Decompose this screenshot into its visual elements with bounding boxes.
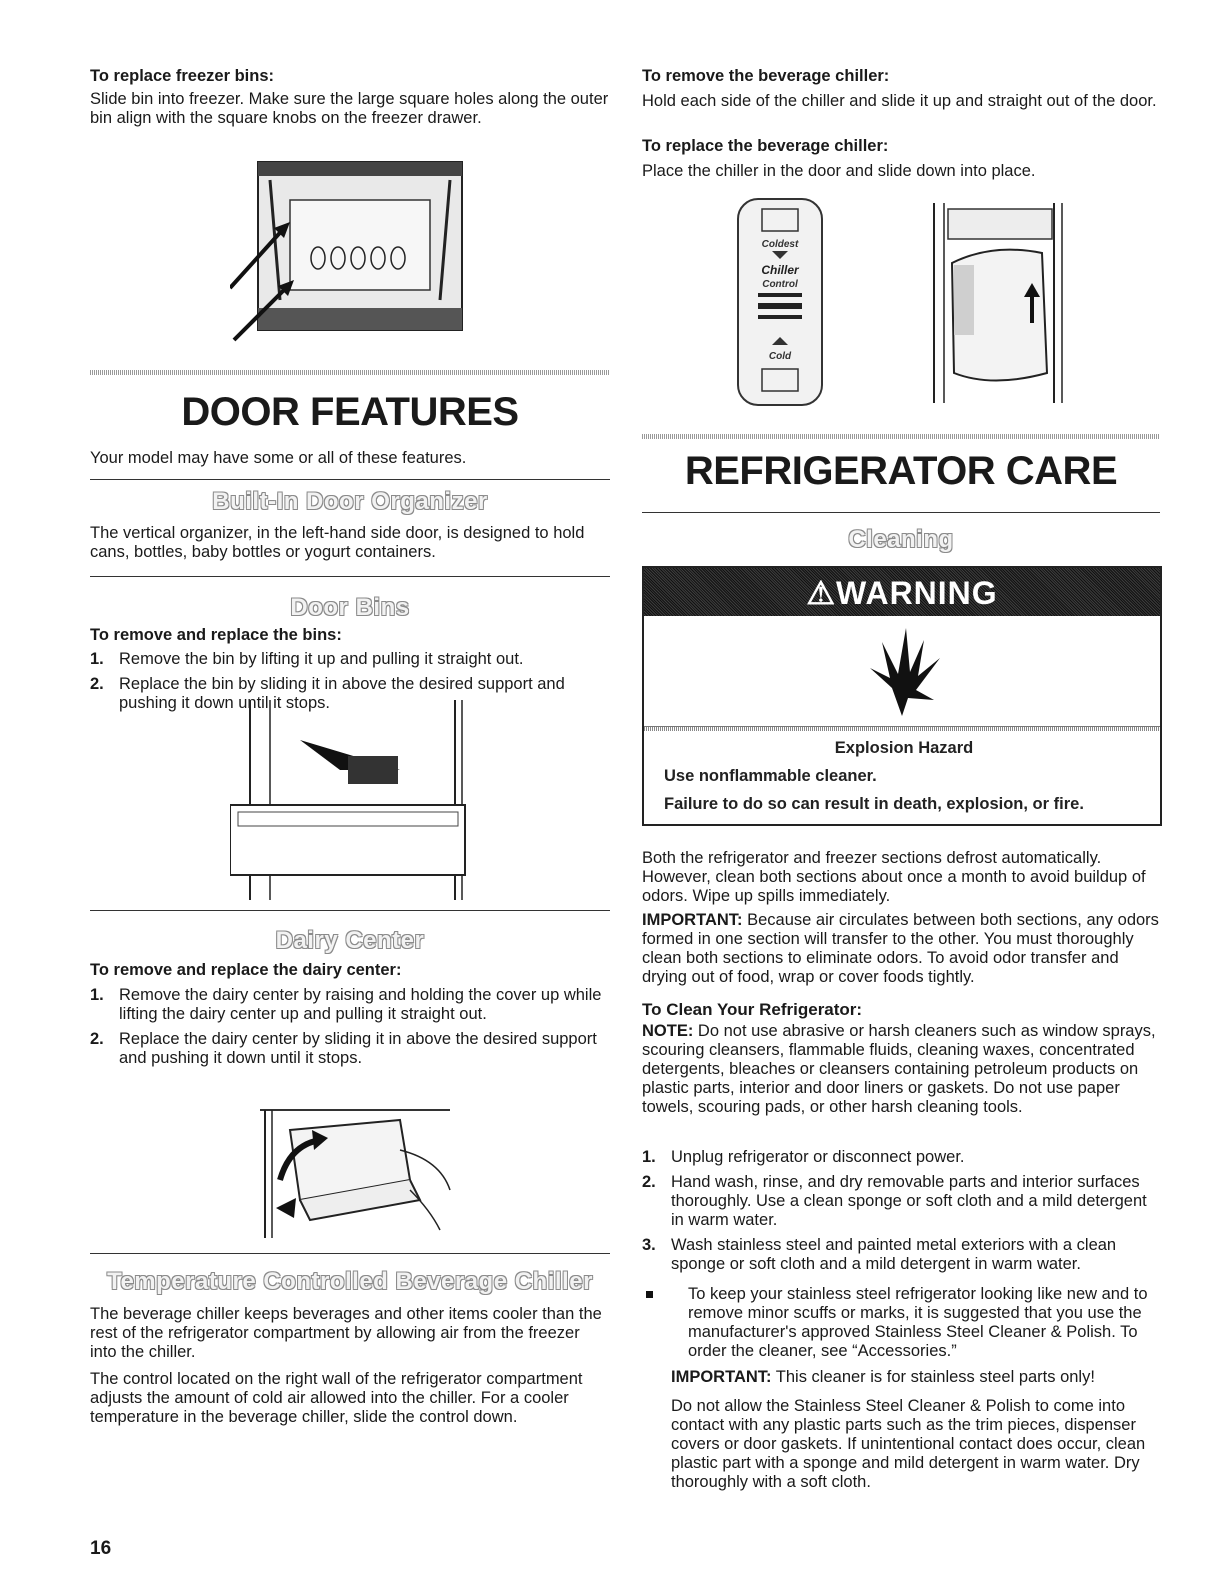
defrost-paragraph: Both the refrigerator and freezer sections defrost automatically. However, clean both sections about once a month to avoid buildup of odors. Wipe up spills immediately. xyxy=(642,849,1146,905)
door-features-intro: Your model may have some or all of these features. xyxy=(90,449,467,467)
door-bins-heading: To remove and replace the bins: xyxy=(90,626,342,644)
warning-line1: Use nonflammable cleaner. xyxy=(664,767,877,785)
dairy-heading: To remove and replace the dairy center: xyxy=(90,961,402,979)
refrigerator-care-title: REFRIGERATOR CARE xyxy=(684,449,1118,493)
door-bin-illustration xyxy=(230,700,470,905)
replace-chiller-text: Place the chiller in the door and slide down into place. xyxy=(642,162,1036,180)
chiller-door-illustration xyxy=(932,203,1067,403)
clean-heading: To Clean Your Refrigerator: xyxy=(642,1000,863,1019)
chiller-title: Temperature Controlled Beverage Chiller xyxy=(107,1268,593,1295)
important-paragraph-2: IMPORTANT: This cleaner is for stainless steel parts only! xyxy=(671,1368,1095,1386)
dairy-title: Dairy Center xyxy=(275,927,425,954)
right-column xyxy=(642,0,1160,1491)
coldest-label: Coldest xyxy=(761,239,799,250)
explosion-icon xyxy=(862,628,942,718)
organizer-title: Built-In Door Organizer xyxy=(212,488,488,515)
control-label: Control xyxy=(762,279,798,290)
door-features-title: DOOR FEATURES xyxy=(181,390,519,434)
freezer-bin-illustration xyxy=(230,160,470,345)
cold-label: Cold xyxy=(768,351,792,362)
cleaning-title: Cleaning xyxy=(848,526,954,553)
list-item: 1. Remove the dairy center by raising and holding the cover up while lifting the dairy center up and pulling it straight out. xyxy=(90,986,602,1023)
chiller-p2: The control located on the right wall of the refrigerator compartment adjusts the amount of cold air allowed into the chiller. For a cooler temperature in the beverage chiller, slide the control down. xyxy=(90,1370,583,1426)
list-item: 1. Remove the bin by lifting it up and pulling it straight out. xyxy=(90,650,524,668)
chiller-label: Chiller xyxy=(761,263,799,277)
organizer-text: The vertical organizer, in the left-hand side door, is designed to hold cans, bottles, baby bottles or yogurt containers. xyxy=(90,524,585,561)
dairy-steps xyxy=(90,986,610,1074)
freezer-bins-heading: To replace freezer bins: xyxy=(90,67,275,85)
section-divider xyxy=(642,434,1160,439)
list-item: 3. Wash stainless steel and painted metal exteriors with a clean sponge or soft cloth and a mild detergent in warm water. xyxy=(642,1236,1117,1273)
list-item: 1. Unplug refrigerator or disconnect power. xyxy=(642,1148,965,1166)
warning-content xyxy=(644,731,1160,824)
remove-chiller-heading: To remove the beverage chiller: xyxy=(642,67,890,85)
warning-label: WARNING xyxy=(836,575,998,611)
divider xyxy=(90,1253,610,1254)
stainless-bullet: To keep your stainless steel refrigerator looking like new and to remove minor scuffs or marks, it is suggested that you use the manufacturer's approved Stainless Steel Cleaner & Polish. To order the cleaner, see “Accessories.” xyxy=(642,1285,1160,1361)
replace-chiller-heading: To replace the beverage chiller: xyxy=(642,137,889,155)
important-paragraph-1: IMPORTANT: Because air circulates between both sections, any odors formed in one section will transfer to the other. You must thoroughly clean both sections to eliminate odors. To avoid odor transfer and drying out of food, wrap or cover foods tightly. xyxy=(642,911,1159,986)
door-bins-title: Door Bins xyxy=(290,594,410,621)
warning-line2: Failure to do so can result in death, explosion, or fire. xyxy=(664,795,1084,813)
bullet-icon xyxy=(646,1291,653,1298)
freezer-bins-section xyxy=(90,66,610,128)
dairy-center-illustration xyxy=(250,1090,460,1240)
hazard-title: Explosion Hazard xyxy=(834,739,974,757)
list-item: 2. Replace the dairy center by sliding it in above the desired support and pushing it down until it stops. xyxy=(90,1030,597,1067)
page-number: 16 xyxy=(90,1538,112,1559)
divider xyxy=(642,512,1160,513)
warning-header xyxy=(644,568,1160,616)
divider xyxy=(90,910,610,911)
list-item: 2. Replace the bin by sliding it in above the desired support and pushing it down until it stops. xyxy=(90,675,565,712)
warning-box xyxy=(642,566,1162,826)
divider xyxy=(90,576,610,577)
warning-triangle-icon: ⚠ xyxy=(806,575,837,611)
cleaning-steps xyxy=(642,1148,1160,1280)
chiller-control-illustration xyxy=(730,195,830,410)
freezer-bins-text: Slide bin into freezer. Make sure the large square holes along the outer bin align with the square knobs on the freezer drawer. xyxy=(90,90,609,127)
final-paragraph: Do not allow the Stainless Steel Cleaner & Polish to come into contact with any plastic parts such as the trim pieces, dispenser covers or door gaskets. If unintentional contact does occur, clean plastic part with a sponge and mild detergent in warm water. Dry thoroughly with a soft cloth. xyxy=(671,1397,1146,1491)
note-paragraph: NOTE: Do not use abrasive or harsh cleaners such as window sprays, scouring cleansers, flammable fluids, cleaning waxes, concentrated detergents, bleaches or cleansers containing petroleum products on plastic parts, interior and door liners or gaskets. Do not use paper towels, scouring pads, or other harsh cleaning tools. xyxy=(642,1022,1156,1116)
list-item: 2. Hand wash, rinse, and dry removable parts and interior surfaces thoroughly. Use a clean sponge or soft cloth and a mild detergent in warm water. xyxy=(642,1173,1147,1229)
remove-chiller-text: Hold each side of the chiller and slide it up and straight out of the door. xyxy=(642,92,1157,110)
explosion-icon-area xyxy=(644,616,1160,727)
section-divider xyxy=(90,370,610,375)
chiller-p1: The beverage chiller keeps beverages and other items cooler than the rest of the refrigerator compartment by allowing air from the freezer into the chiller. xyxy=(90,1305,602,1361)
divider xyxy=(90,479,610,480)
